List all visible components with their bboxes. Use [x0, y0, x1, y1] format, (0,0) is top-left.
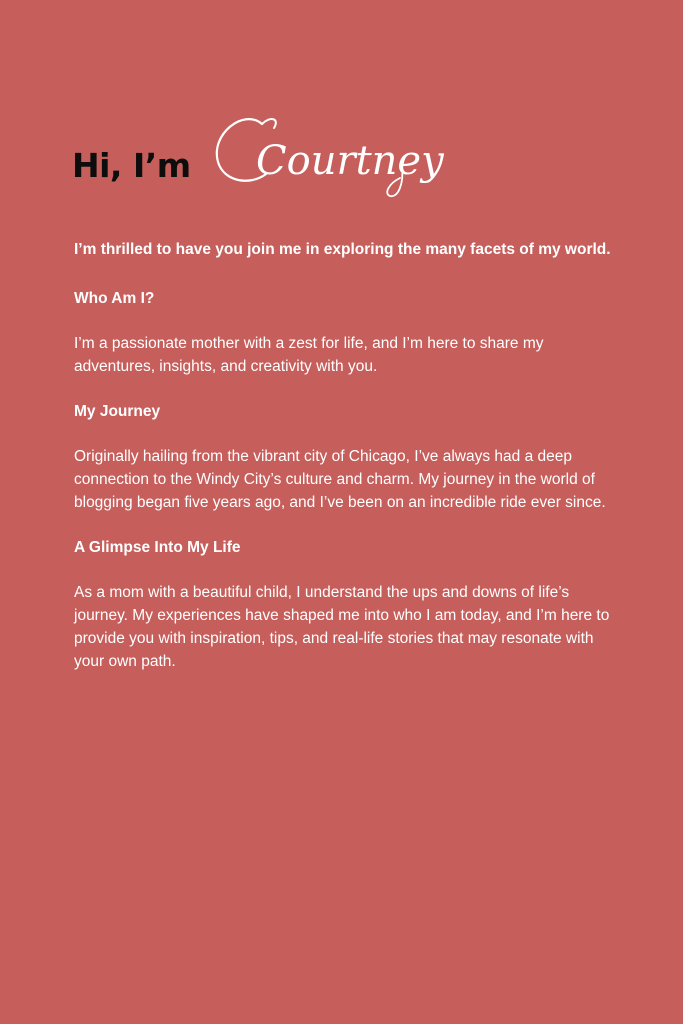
name-script-text: Courtney — [256, 138, 444, 184]
section-body-my-journey: Originally hailing from the vibrant city of Chicago, I’ve always had a deep connection to the Windy City’s culture and charm. My journey in the world of blogging began five years ago, and I’ve been on an incredible ride ever since. — [74, 448, 606, 511]
name-script-logo — [204, 104, 444, 200]
about-content — [74, 238, 619, 695]
page-heading — [72, 104, 592, 204]
greeting-text: Hi, I’m — [72, 146, 191, 185]
intro-text: I’m thrilled to have you join me in exploring the many facets of my world. — [74, 241, 611, 258]
section-body-glimpse: As a mom with a beautiful child, I understand the ups and downs of life’s journey. My experiences have shaped me into who I am today, and I’m here to provide you with inspiration, tips, and real-life stories that may resonate with your own path. — [74, 584, 610, 670]
section-title-my-journey: My Journey — [74, 403, 161, 420]
section-body-who-am-i: I’m a passionate mother with a zest for life, and I’m here to share my adventures, insights, and creativity with you. — [74, 335, 544, 375]
section-title-who-am-i: Who Am I? — [74, 290, 155, 307]
section-title-glimpse: A Glimpse Into My Life — [74, 539, 241, 556]
